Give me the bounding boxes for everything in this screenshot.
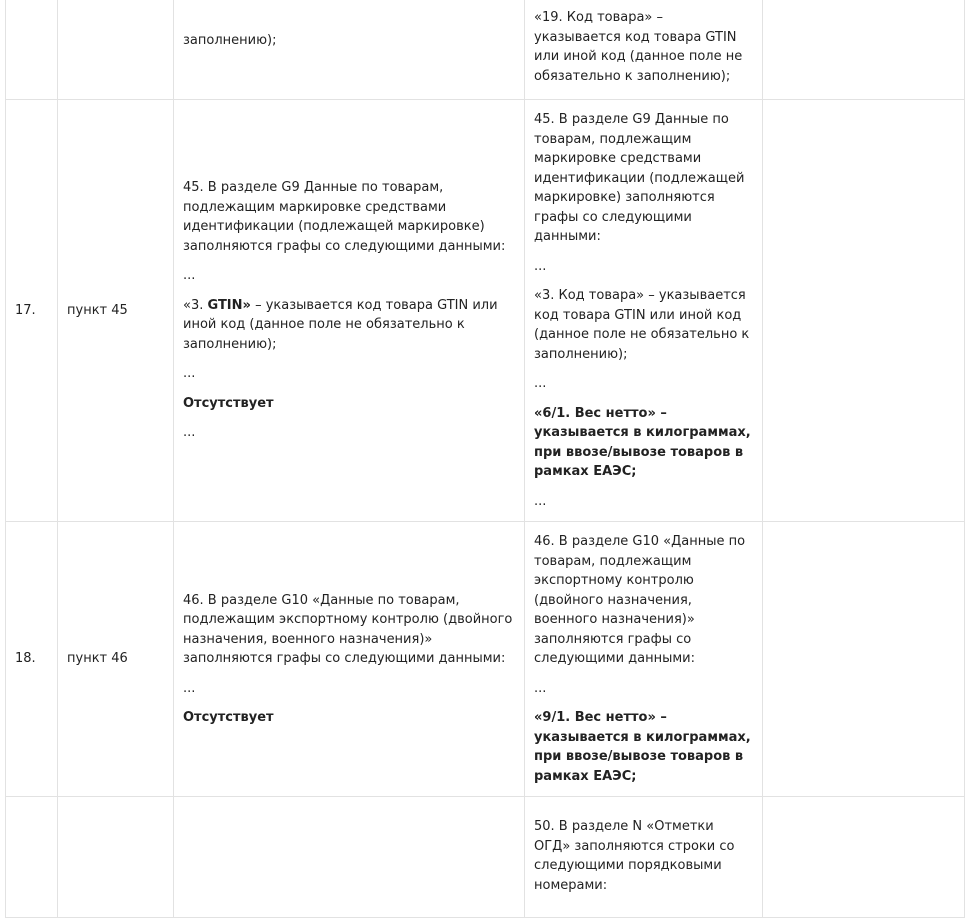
ellipsis-paragraph: ...: [534, 493, 547, 509]
row-number-cell: 17.: [6, 100, 58, 522]
row-point-cell: пункт 45: [58, 100, 174, 522]
ellipsis-paragraph: ...: [534, 680, 547, 696]
old-text-paragraph: 46. В разделе G10 «Данные по товарам, подлежащим экспортному контролю (двойного назначения, военного назначения)» заполняются графы со следующими данными:: [183, 592, 513, 666]
table-row: [6, 100, 965, 522]
new-text-cell: [525, 522, 763, 797]
ellipsis-paragraph: ...: [534, 258, 547, 274]
net-weight-paragraph: «9/1. Вес нетто» – указывается в килограммах, при ввозе/вывозе товаров в рамках ЕАЭС;: [534, 710, 751, 784]
table-row: [6, 797, 965, 918]
new-text-paragraph: 45. В разделе G9 Данные по товарам, подлежащим маркировке средствами идентификации (подлежащей маркировке) заполняются графы со следующими данными:: [534, 112, 745, 244]
row-number-cell: 18.: [6, 522, 58, 797]
product-code-paragraph: «3. Код товара» – указывается код товара GTIN или иной код (данное поле не обязательно к заполнению);: [534, 288, 750, 362]
ellipsis-paragraph: ...: [183, 366, 196, 382]
absent-label: Отсутствует: [183, 395, 274, 411]
ellipsis-paragraph: ...: [183, 425, 196, 441]
row-point-cell: [58, 0, 174, 100]
old-text-cell: [174, 0, 525, 100]
new-text-cell: [525, 0, 763, 100]
new-text-paragraph: «19. Код товара» – указывается код товара GTIN или иной код (данное поле не обязательно к заполнению);: [534, 10, 743, 84]
comparison-table: [5, 0, 965, 918]
old-text-cell: [174, 797, 525, 918]
old-text-paragraph: 45. В разделе G9 Данные по товарам, подлежащим маркировке средствами идентификации (подлежащей маркировке) заполняются графы со следующими данными:: [183, 180, 506, 254]
row-number-cell: [6, 0, 58, 100]
row-point-cell: [58, 797, 174, 918]
old-text-paragraph: заполнению);: [183, 32, 277, 48]
table-row: [6, 522, 965, 797]
note-cell: [763, 797, 965, 918]
gtin-paragraph: «3. GTIN» – указывается код товара GTIN или иной код (данное поле не обязательно к заполнению);: [183, 297, 498, 352]
new-text-paragraph: 46. В разделе G10 «Данные по товарам, подлежащим экспортному контролю (двойного назначения, военного назначения)» заполняются графы со следующими данными:: [534, 534, 746, 666]
new-text-cell: [525, 100, 763, 522]
old-text-cell: [174, 100, 525, 522]
ellipsis-paragraph: ...: [183, 680, 196, 696]
note-cell: [763, 100, 965, 522]
net-weight-paragraph: «6/1. Вес нетто» – указывается в килограммах, при ввозе/вывозе товаров в рамках ЕАЭС;: [534, 405, 751, 479]
row-number-cell: [6, 797, 58, 918]
new-text-paragraph: 50. В разделе N «Отметки ОГД» заполняются строки со следующими порядковыми номерами:: [534, 819, 735, 893]
old-text-cell: [174, 522, 525, 797]
note-cell: [763, 0, 965, 100]
gtin-bold-label: GTIN»: [207, 297, 251, 313]
row-point-cell: пункт 46: [58, 522, 174, 797]
absent-label: Отсутствует: [183, 710, 274, 725]
ellipsis-paragraph: ...: [183, 268, 196, 284]
ellipsis-paragraph: ...: [534, 376, 547, 391]
new-text-cell: [525, 797, 763, 918]
note-cell: [763, 522, 965, 797]
table-row: [6, 0, 965, 100]
